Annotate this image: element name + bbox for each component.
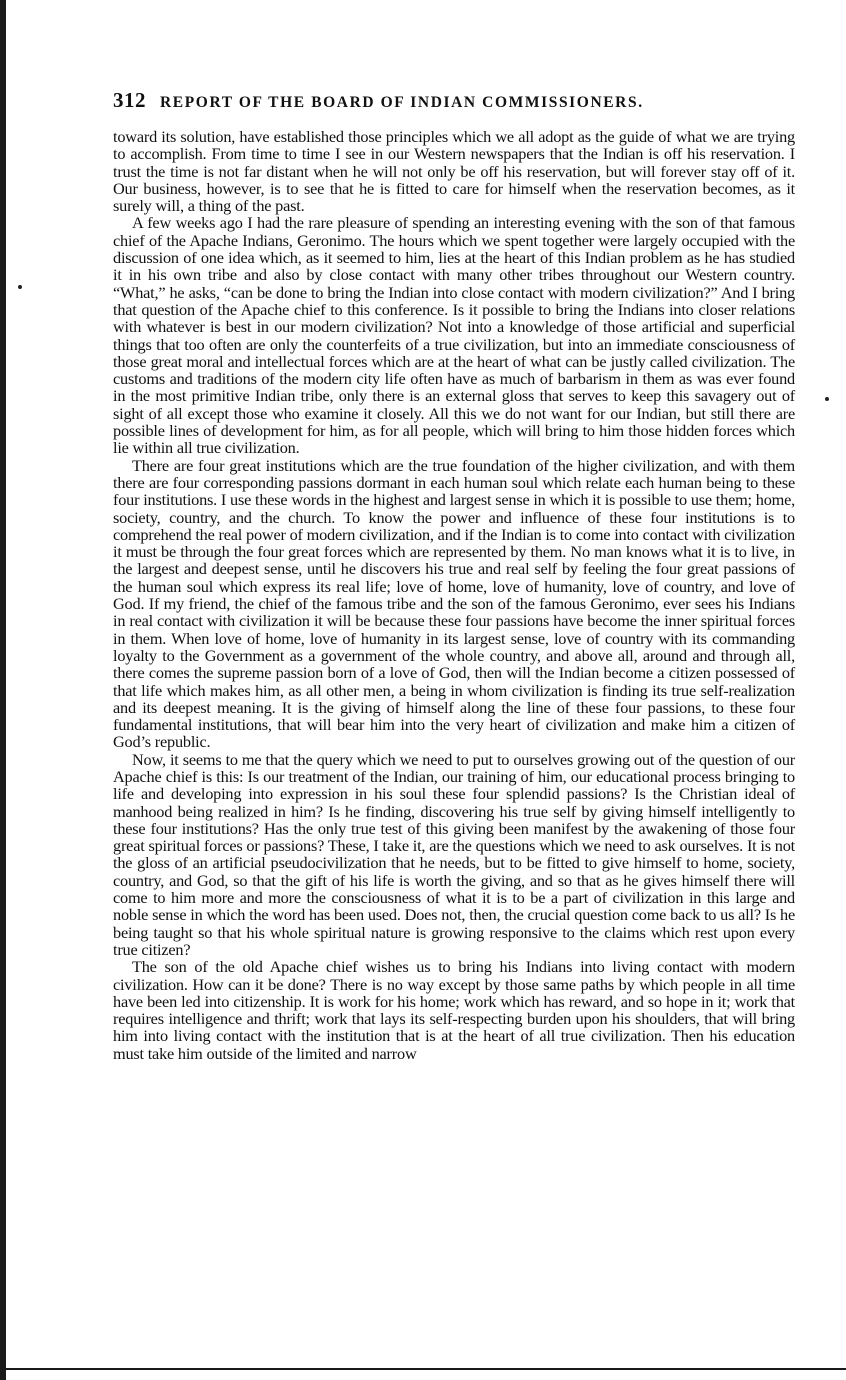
paragraph-4: Now, it seems to me that the query which we need to put to ourselves growing out of the question of our Apache chief is this: Is our treatment of the Indian, our training of him, our educational process bringing to life and developing into expression in his soul these four splendid passions? Is the Christian ideal of manhood being realized in him? Is he finding, discovering his true self by giving himself intelligently to these four institutions? Has the only true test of this giving been manifest by the awakening of those four great spiritual forces or passions? These, I take it, are the questions which we need to ask ourselves. It is not the gloss of an artificial pseudocivilization that he needs, but to be fitted to give himself to home, society, country, and God, so that the gift of his life is worth the giving, and so that as he gives himself there will come to him more and more the consciousness of what it is to be a part of civilization in this large and noble sense in which the word has been used. Does not, then, the crucial question come back to us all? Is he being taught so that his whole spiritual nature is growing responsive to the claims which rest upon every true citizen? bbox=[113, 749, 795, 959]
running-head: REPORT OF THE BOARD OF INDIAN COMMISSIONERS. bbox=[160, 94, 644, 111]
scan-bottom-edge bbox=[0, 1368, 846, 1370]
paragraph-3: There are four great institutions which are the true foundation of the higher civilization, and with them there are four corresponding passions dormant in each human soul which relate each human being to these four institutions. I use these words in the highest and largest sense in which it is possible to use them; home, society, country, and the church. To know the power and influence of these four institutions is to comprehend the real power of modern civilization, and if the Indian is to come into contact with civilization it must be through the four great forces which are represented by them. No man knows what it is to live, in the largest and deepest sense, until he discovers his true and real self by feeling the four great passions of the human soul which express its real life; love of home, love of humanity, love of country, and love of God. If my friend, the chief of the famous tribe and the son of the famous Geronimo, ever sees his Indians in real contact with civilization it will be because these four passions have become the inner spiritual forces in them. When love of home, love of humanity in its largest sense, love of country with its commanding loyalty to the Government as a government of the whole country, and above all, around and through all, there comes the supreme passion born of a love of God, then will the Indian become a citizen possessed of that life which makes him, as all other men, a being in whom civilization is finding its true self-realization and its deepest meaning. It is the giving of himself along the line of these four passions, to these four fundamental institutions, that will bear him into the very heart of civilization and make him a citizen of God’s republic. bbox=[113, 455, 795, 752]
paragraph-2: A few weeks ago I had the rare pleasure of spending an interesting evening with the son of that famous chief of the Apache Indians, Geronimo. The hours which we spent together were largely occupied with the discussion of one idea which, as it seemed to him, lies at the heart of this Indian problem as he has studied it in his own tribe and also by close contact with many other tribes throughout our Western country. “What,” he asks, “can be done to bring the Indian into close contact with modern civilization?” And I bring that question of the Apache chief to this conference. Is it possible to bring the Indians into closer relations with whatever is best in our modern civilization? Not into a knowledge of those artificial and superficial things that too often are only the counterfeits of a true civilization, but into an immediate consciousness of those great moral and intellectual forces which are at the heart of what can be justly called civilization. The customs and traditions of the modern city life often have as much of barbarism in them as was ever found in the most primitive Indian tribe, only there is an external gloss that serves to keep this savagery out of sight of all except those who examine it closely. All this we do not want for our Indian, but still there are possible lines of development for him, as for all people, which will bring to him those hidden forces which lie within all true civilization. bbox=[113, 213, 795, 458]
paragraph-5: The son of the old Apache chief wishes us to bring his Indians into living contact with modern civilization. How can it be done? There is no way except by those same paths by which people in all time have been led into citizenship. It is work for his home; work which has reward, and so hope in it; work that requires intelligence and thrift; work that lays its self-respecting burden upon his shoulders, that will bring him into living contact with the institution that is at the heart of all true civilization. Then his education must take him outside of the limited and narrow bbox=[113, 957, 795, 1063]
paragraph-1: toward its solution, have established those principles which we all adopt as the guide of what we are trying to accomplish. From time to time I see in our Western newspapers that the Indian is off his reservation. I trust the time is not far distant when he will not only be off his reservation, but will forever stay off of it. Our business, however, is to see that he is fitted to care for himself when the reservation becomes, as it surely will, a thing of the past. bbox=[113, 127, 795, 216]
margin-mark-right bbox=[825, 397, 829, 401]
body-text bbox=[113, 128, 795, 1062]
margin-mark-left bbox=[18, 285, 22, 289]
scan-left-edge bbox=[0, 0, 6, 1380]
page-number: 312 bbox=[113, 88, 146, 112]
page-header bbox=[113, 88, 803, 114]
